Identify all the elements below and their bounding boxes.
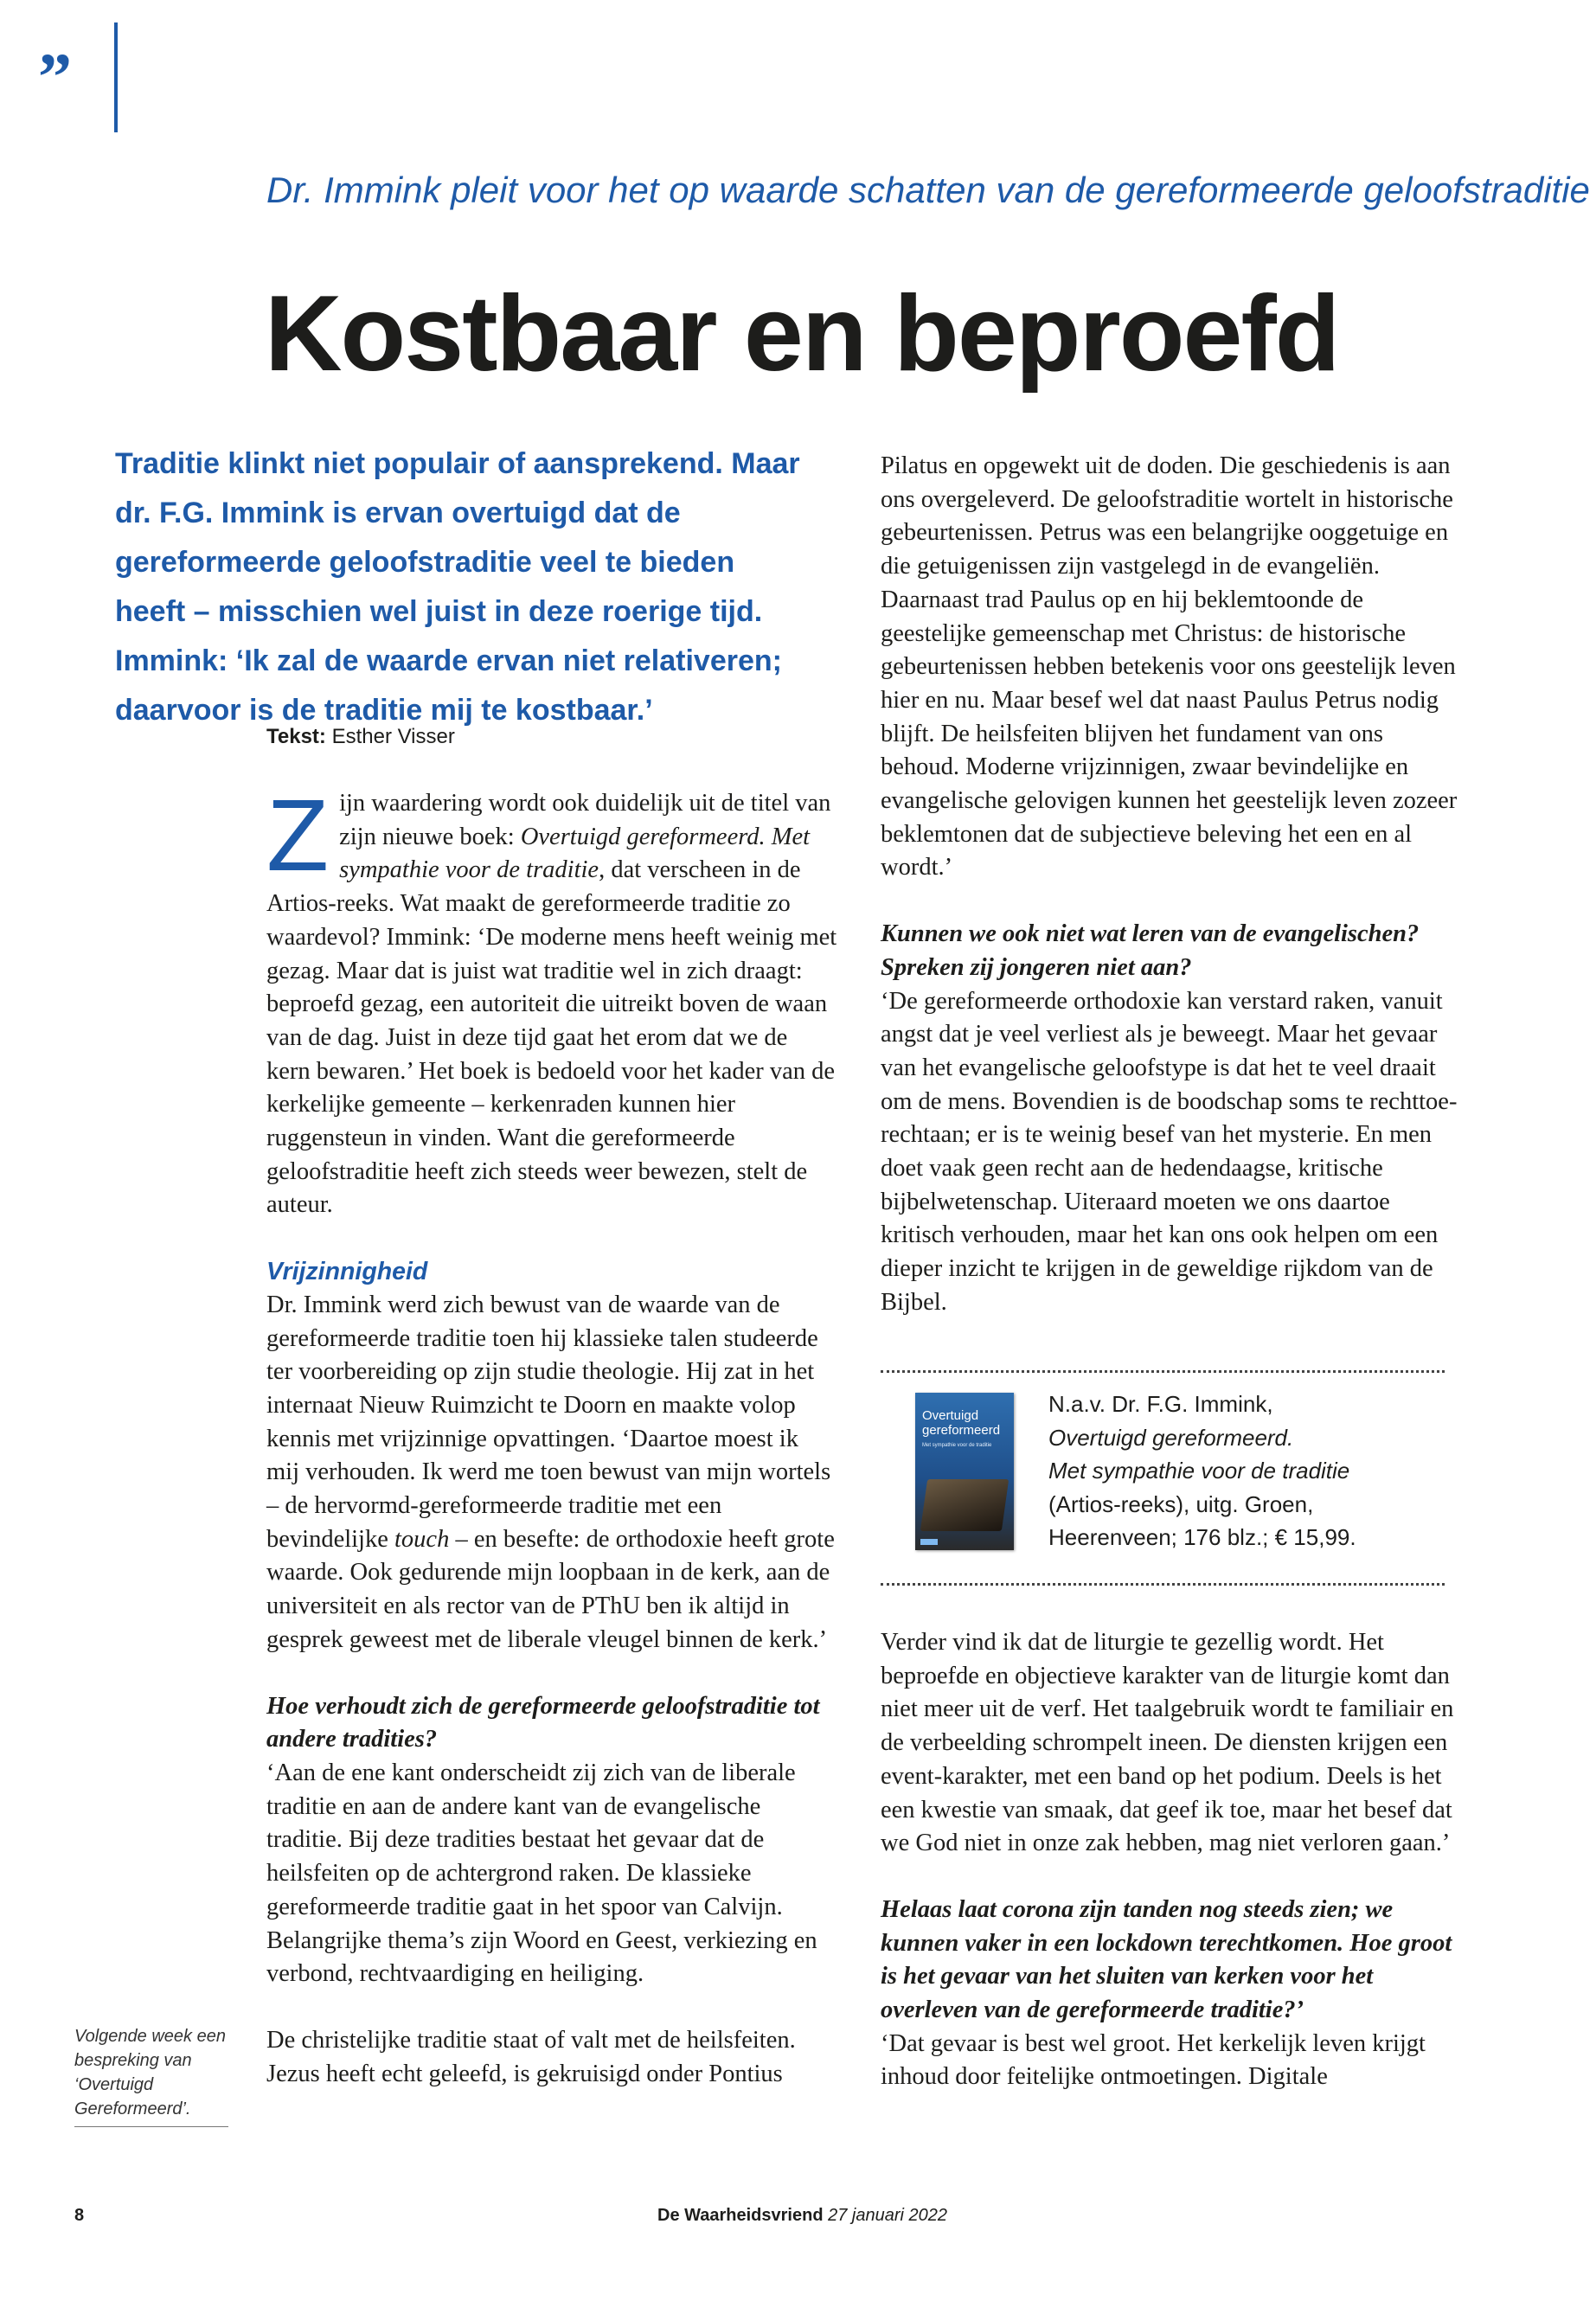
kicker: Dr. Immink pleit voor het op waarde schatten van de gereformeerde geloofstraditie	[266, 170, 1590, 210]
publication-date: 27 januari 2022	[828, 2206, 947, 2225]
article-column-right-bottom	[881, 1626, 1460, 2094]
page-title: Kostbaar en beproefd	[265, 274, 1339, 394]
book-line-4: (Artios-reeks), uitg. Groen,	[1048, 1490, 1314, 1517]
book-line-3: Met sympathie voor de traditie	[1048, 1458, 1350, 1484]
book-line-1: N.a.v. Dr. F.G. Immink,	[1048, 1391, 1273, 1417]
interview-question-3: Helaas laat corona zijn tanden nog steeds zien; we kunnen vaker in een lockdown terechtkomen. Hoe groot is het gevaar van het sluiten van kerken voor het overleven van de gereformeerde traditie?’	[881, 1895, 1452, 2024]
interview-question-2: Kunnen we ook niet wat leren van de evangelischen? Spreken zij jongeren niet aan?	[881, 920, 1420, 981]
book-box-bottom-rule	[881, 1583, 1445, 1586]
paragraph-6: ‘De gereformeerde orthodoxie kan verstard raken, vanuit angst dat je veel verliest als je beweegt. Maar het gevaar van het evangelische geloofstype is dat het te veel draait om de mens. Bovendien is de boodschap soms te rechttoe-rechtaan; er is te weinig besef van het mysterie. En men doet vaak geen recht aan de hedendaagse, kritische bijbelwetenschap. Uiteraard moeten we ons daartoe kritisch verhouden, maar het kan ons ook helpen om een dieper inzicht te krijgen in de geweldige rijkdom van de Bijbel.	[881, 987, 1458, 1316]
paragraph-5: Pilatus en opgewekt uit de doden. Die geschiedenis is aan ons overgeleverd. De geloofstraditie wortelt in historische gebeurtenissen. Petrus was een belangrijke ooggetuige en die getuigenissen zijn vastgelegd in de evangeliën. Daarnaast trad Paulus op en hij beklemtoonde de geestelijke gemeenschap met Christus: de historische gebeurtenissen hebben betekenis voor ons geestelijk leven hier en nu. Maar besef wel dat naast Paulus Petrus nodig blijft. De heilsfeiten blijven het fundament van ons behoud. Moderne vrijzinnigen, zwaar bevindelijke en evangelische gelovigen kunnen het geestelijk leven zozeer beklemtonen dat de subjectieve beleving het een en al wordt.’	[881, 452, 1458, 881]
paragraph-4: De christelijke traditie staat of valt met de heilsfeiten. Jezus heeft echt geleefd, is gekruisigd onder Pontius	[266, 2026, 796, 2087]
paragraph-8: ‘Dat gevaar is best wel groot. Het kerkelijk leven krijgt inhoud door feitelijke ontmoetingen. Digitale	[881, 2029, 1426, 2091]
page-number: 8	[74, 2206, 85, 2225]
quote-mark-icon: ”	[38, 39, 67, 114]
drop-cap: Z	[266, 779, 330, 893]
byline-author: Esther Visser	[331, 725, 455, 748]
paragraph-2: Dr. Immink werd zich bewust van de waarde van de gereformeerde traditie toen hij klassieke talen studeerde ter voorbereiding op zijn studie theologie. Hij zat in het internaat Nieuw Ruimzicht te Doorn en maakte volop kennis met vrijzinnige opvattingen. ‘Daartoe moest ik mij verhouden. Ik werd me toen bewust van mijn wortels – de hervormd-gereformeerde traditie met een bevindelijke touch – en besefte: de orthodoxie heeft grote waarde. Ook gedurende mijn loopbaan in de kerk, aan de universiteit en als rector van de PThU ben ik altijd in gesprek geweest met de liberale vleugel binnen de kerk.’	[266, 1291, 835, 1653]
footer	[657, 2206, 947, 2226]
book-cover-image	[915, 1393, 1014, 1550]
interview-question-1: Hoe verhoudt zich de gereformeerde geloofstraditie tot andere tradities?	[266, 1692, 820, 1753]
lead-paragraph: Traditie klinkt niet populair of aansprekend. Maar dr. F.G. Immink is ervan overtuigd dat de gereformeerde geloofstraditie veel te bieden heeft – misschien wel juist in deze roerige tijd. Immink: ‘Ik zal de waarde ervan niet relativeren; daarvoor is de traditie mij te kostbaar.’	[115, 447, 800, 727]
intro-paragraph	[266, 779, 837, 1222]
intro-text: ijn waardering wordt ook duidelijk uit de titel van zijn nieuwe boek:	[339, 790, 831, 850]
bible-illustration	[920, 1479, 1009, 1531]
byline-label: Tekst:	[266, 725, 326, 748]
paragraph-3: ‘Aan de ene kant onderscheidt zij zich van de liberale traditie en aan de andere kant van de evangelische traditie. Bij deze tradities bestaat het gevaar dat de heilsfeiten op de achtergrond raken. De klassieke gereformeerde traditie gaat in het spoor van Calvijn. Belangrijke thema’s zijn Woord en Geest, verkiezing en verbond, rechtvaardiging en heiliging.	[266, 1759, 817, 1988]
publication-name: De Waarheidsvriend	[657, 2206, 824, 2225]
paragraph-7: Verder vind ik dat de liturgie te gezellig wordt. Het beproefde en objectieve karakter van de liturgie komt dan niet meer uit de verf. Het taalgebruik wordt te familiair en de verbeelding schrompelt ineen. De diensten krijgen een event-karakter, met een band op het podium. Deels is het een kwestie van smaak, dat geef ik toe, maar het besef dat we God niet in onze zak hebben, mag niet verloren gaan.’	[881, 1629, 1454, 1857]
book-cover-title: Overtuigd gereformeerd	[922, 1408, 1001, 1438]
header-divider	[114, 22, 118, 132]
publisher-logo	[920, 1539, 938, 1545]
book-line-2: Overtuigd gereformeerd.	[1048, 1424, 1294, 1451]
intro-text-cont: , dat verscheen in de Artios-reeks. Wat maakt de gereformeerde traditie zo waardevol? Immink: ‘De moderne mens heeft weinig met gezag. Maar dat is juist wat traditie wel in zich draagt: beproefd gezag, een autoriteit die uitreikt boven de waan van de dag. Juist in deze tijd gaat het erom dat we de kern bewaren.’ Het boek is bedoeld voor het kader van de kerkelijke gemeente – kerkenraden kunnen hier ruggensteun in vinden. Want die gereformeerde geloofstraditie heeft zich steeds weer bewezen, stelt de auteur.	[266, 856, 837, 1219]
side-caption: Volgende week een bespreking van ‘Overtuigd Gereformeerd’.	[74, 2027, 226, 2118]
subheading-vrijzinnigheid: Vrijzinnigheid	[266, 1258, 428, 1286]
book-info	[1048, 1388, 1464, 1554]
byline	[266, 725, 455, 749]
side-caption-rule	[74, 2126, 228, 2127]
book-box-top-rule	[881, 1370, 1445, 1373]
book-cover-subtitle: Met sympathie voor de traditie	[922, 1443, 992, 1448]
article-column-right-top	[881, 450, 1460, 1320]
book-title-inline: Overtuigd gereformeerd. Met sympathie voor de traditie	[339, 823, 811, 884]
article-column-left	[266, 779, 837, 2091]
book-line-5: Heerenveen; 176 blz.; € 15,99.	[1048, 1524, 1356, 1550]
